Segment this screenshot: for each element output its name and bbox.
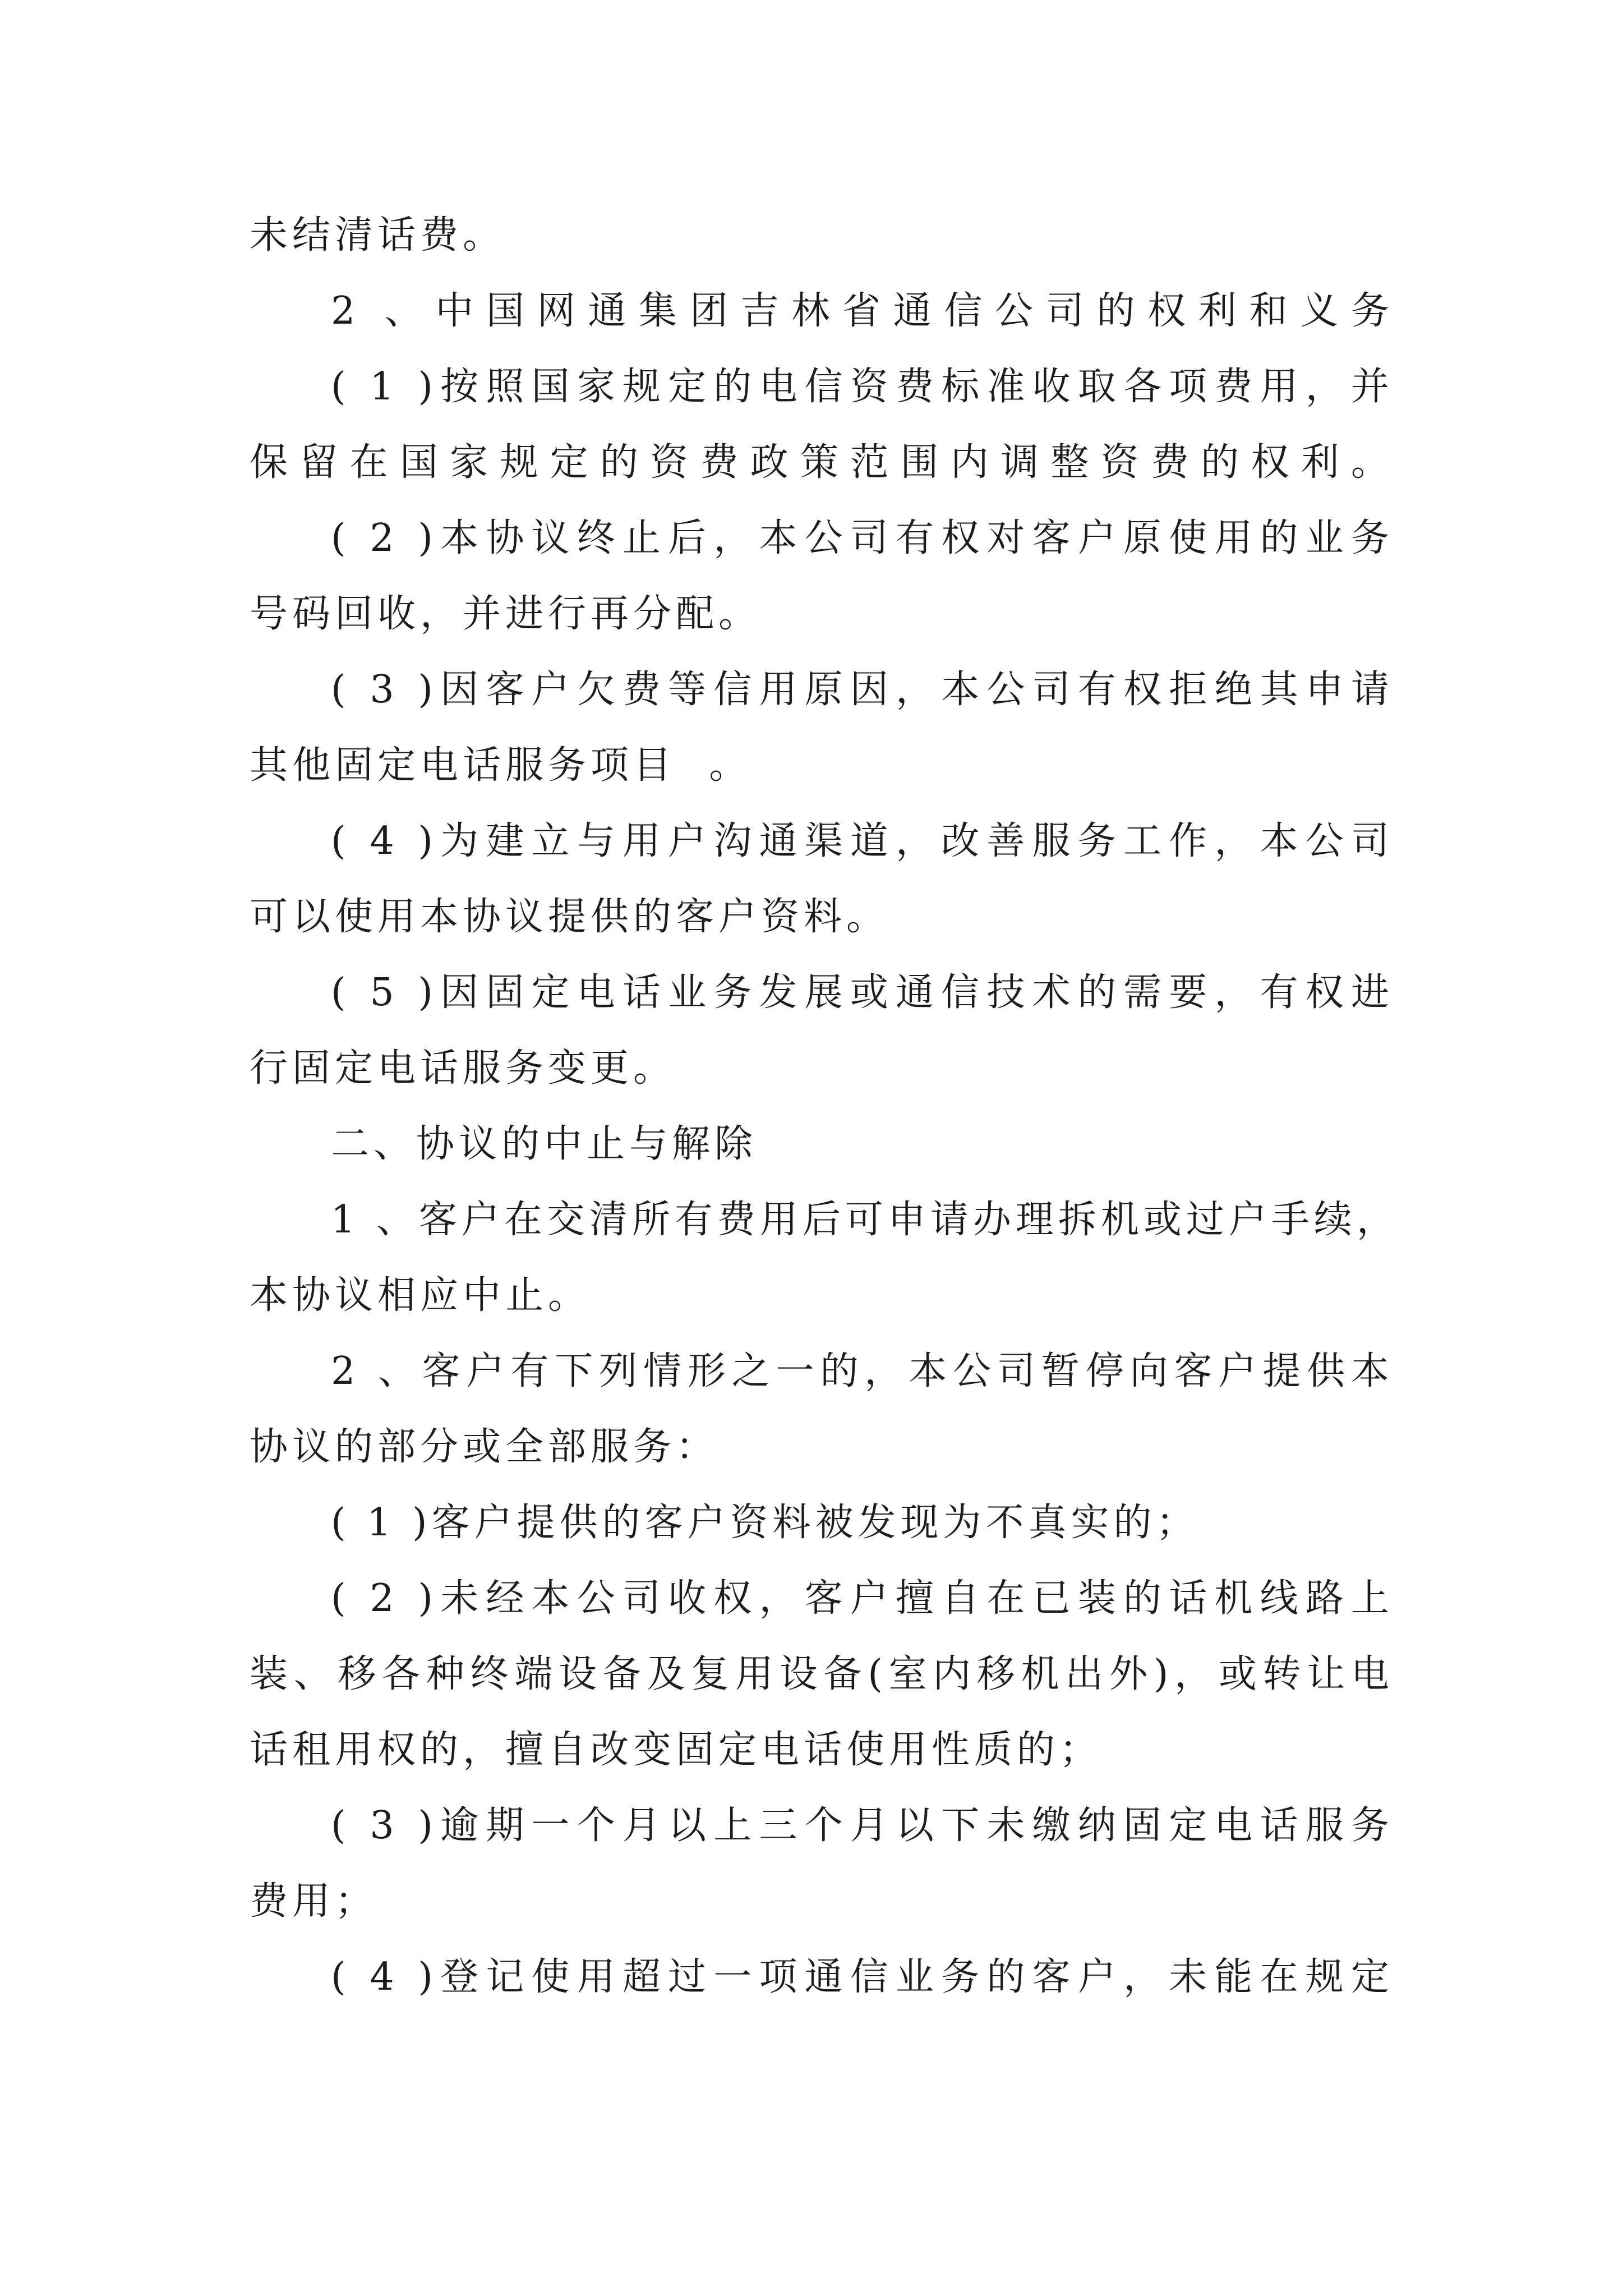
text-line: ( 1 )按照国家规定的电信资费标准收取各项费用，并	[331, 365, 1394, 409]
text-line: 装、移各种终端设备及复用设备(室内移机出外)，或转让电	[250, 1652, 1394, 1696]
text-line: 2 、客户有下列情形之一的，本公司暂停向客户提供本	[331, 1349, 1394, 1393]
text-line: 号码回收，并进行再分配。	[250, 592, 762, 636]
text-line: 行固定电话服务变更。	[250, 1046, 676, 1091]
text-line: ( 5 )因固定电话业务发展或通信技术的需要，有权进	[331, 970, 1394, 1015]
text-line: ( 1 )客户提供的客户资料被发现为不真实的；	[331, 1501, 1199, 1545]
text-line: ( 4 )为建立与用户沟通渠道，改善服务工作，本公司	[331, 819, 1394, 863]
text-line: 其他固定电话服务项目 。	[250, 743, 752, 788]
text-line: 保留在国家规定的资费政策范围内调整资费的权利。	[250, 440, 1394, 485]
text-line: 话租用权的，擅自改变固定电话使用性质的；	[250, 1728, 1103, 1772]
text-line: 2 、中国网通集团吉林省通信公司的权利和义务	[331, 289, 1394, 333]
text-line: 协议的部分或全部服务：	[250, 1425, 719, 1469]
text-line: 本协议相应中止。	[250, 1273, 591, 1318]
text-line: ( 3 )因客户欠费等信用原因，本公司有权拒绝其申请	[331, 668, 1394, 712]
text-line: ( 2 )本协议终止后，本公司有权对客户原使用的业务	[331, 516, 1394, 560]
text-line: ( 3 )逾期一个月以上三个月以下未缴纳固定电话服务	[331, 1803, 1394, 1848]
text-line: 1 、客户在交清所有费用后可申请办理拆机或过户手续，	[331, 1198, 1399, 1242]
text-line: ( 4 )登记使用超过一项通信业务的客户，未能在规定	[331, 1955, 1394, 1999]
text-line: 费用；	[250, 1879, 378, 1924]
section-heading: 二、协议的中止与解除	[331, 1122, 758, 1166]
text-line: 可以使用本协议提供的客户资料。	[250, 895, 889, 939]
text-line: ( 2 )未经本公司收权，客户擅自在已装的话机线路上	[331, 1576, 1394, 1621]
text-line: 未结清话费。	[250, 213, 506, 257]
